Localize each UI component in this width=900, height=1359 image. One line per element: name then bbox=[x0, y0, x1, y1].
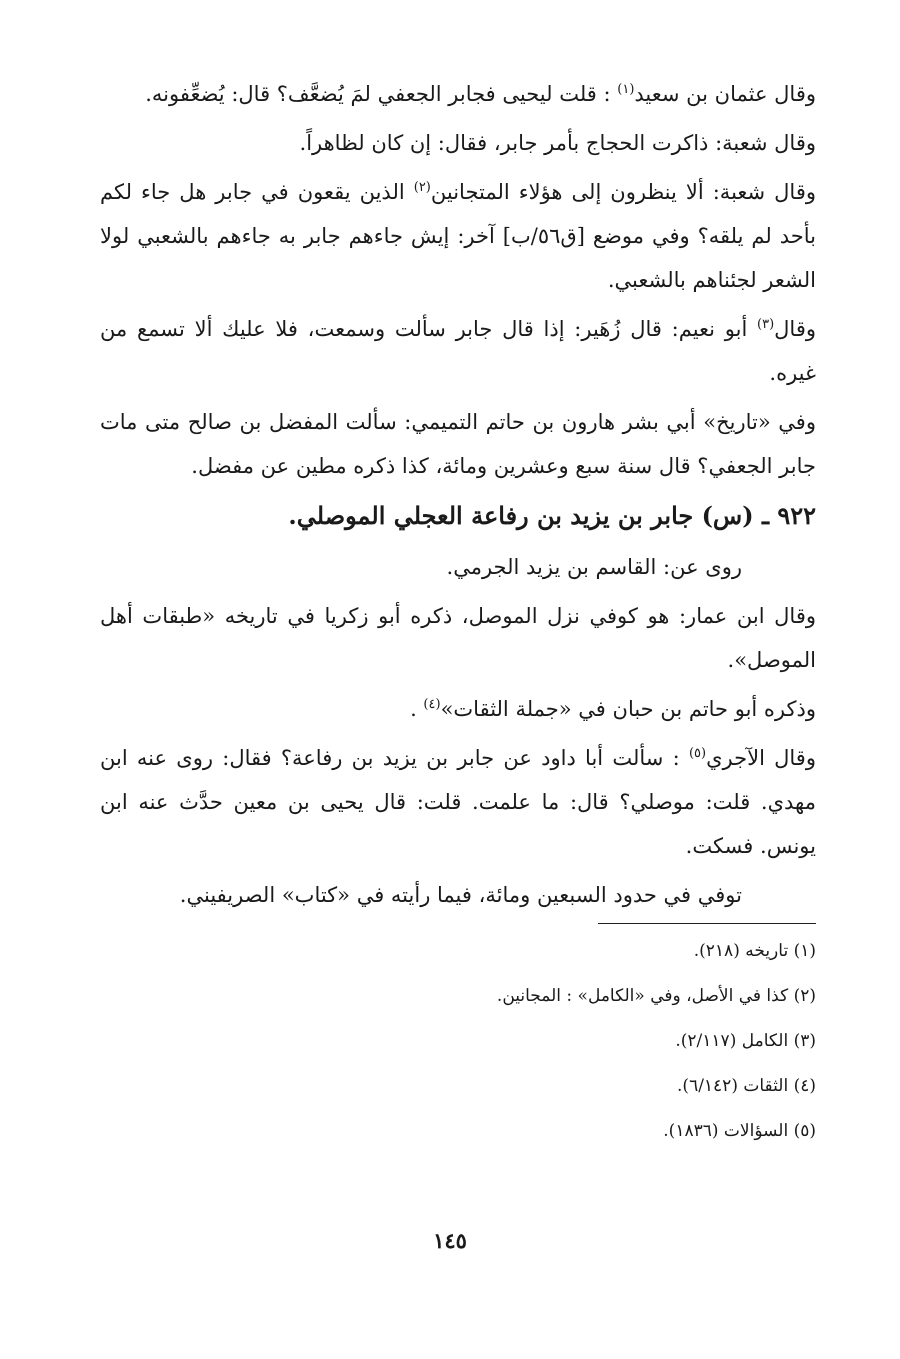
text-segment: وقال الآجري bbox=[706, 746, 816, 770]
text-segment: وقال bbox=[774, 317, 816, 341]
paragraph-uthman bbox=[100, 72, 816, 116]
text-segment: وقال شعبة: ألا ينظرون إلى هؤلاء المتجانين bbox=[430, 180, 816, 204]
text-segment: . bbox=[410, 697, 424, 721]
paragraph-death: توفي في حدود السبعين ومائة، فيما رأيته في «كتاب» الصريفيني. bbox=[179, 883, 742, 907]
text-segment: أبو نعيم: قال زُهَير: إذا قال جابر سألت وسمعت، فلا عليك ألا تسمع من غيره. bbox=[100, 317, 816, 385]
footnote-ref-5[interactable]: (٥) bbox=[688, 746, 707, 761]
paragraph-ibn-hibban bbox=[100, 687, 816, 731]
page-body bbox=[100, 72, 816, 1159]
paragraph-shuba-mutajanin bbox=[100, 170, 816, 302]
footnote-ref-3[interactable]: (٣) bbox=[757, 317, 775, 332]
paragraph-ajurri bbox=[100, 736, 816, 868]
footnote-ref-1[interactable]: (١) bbox=[617, 82, 635, 97]
paragraph-tarikh-abi-bishr: وفي «تاريخ» أبي بشر هارون بن حاتم التميمي: سألت المفضل بن صالح متى مات جابر الجعفي؟ قال سنة سبع وعشرين ومائة، كذا ذكره مطين عن مفضل. bbox=[100, 410, 816, 478]
footnote-1: (١) تاريخه (٢١٨). bbox=[693, 941, 816, 961]
text-segment: وقال عثمان بن سعيد bbox=[634, 82, 816, 106]
footnote-4: (٤) الثقات (٦/١٤٢). bbox=[677, 1076, 816, 1096]
footnote-2: (٢) كذا في الأصل، وفي «الكامل» : المجانين. bbox=[496, 986, 816, 1006]
footnote-divider bbox=[598, 923, 816, 924]
footnote-3: (٣) الكامل (٢/١١٧). bbox=[675, 1031, 816, 1051]
footnotes bbox=[100, 934, 816, 1149]
footnote-5: (٥) السؤالات (١٨٣٦). bbox=[663, 1121, 816, 1141]
text-segment: : قلت ليحيى فجابر الجعفي لمَ يُضعَّف؟ قال: يُضعِّفونه. bbox=[145, 82, 618, 106]
text-segment: وذكره أبو حاتم بن حبان في «جملة الثقات» bbox=[440, 697, 816, 721]
paragraph-shuba-hajjaj: وقال شعبة: ذاكرت الحجاج بأمر جابر، فقال: إن كان لظاهراً. bbox=[299, 131, 816, 155]
page-number: ١٤٥ bbox=[433, 1228, 467, 1253]
paragraph-ibn-ammar: وقال ابن عمار: هو كوفي نزل الموصل، ذكره أبو زكريا في تاريخه «طبقات أهل الموصل». bbox=[100, 604, 816, 672]
entry-heading: ٩٢٢ ـ (س) جابر بن يزيد بن رفاعة العجلي الموصلي. bbox=[288, 501, 816, 530]
footnote-ref-2[interactable]: (٢) bbox=[413, 180, 431, 195]
text-segment: الذين يقعون في جابر هل جاء لكم بأحد لم يلقه؟ وفي موضع [ق٥٦/ب] آخر: إيش جاءهم جابر به جاءهم بالشعبي لولا الشعر لجئناهم بالشعبي. bbox=[100, 180, 816, 292]
text-segment: : سألت أبا داود عن جابر بن يزيد بن رفاعة؟ فقال: روى عنه ابن مهدي. قلت: موصلي؟ قال: ما علمت. قلت: قال يحيى بن معين حدَّث عنه ابن يونس. فسكت. bbox=[100, 746, 816, 858]
paragraph-narrated-from: روى عن: القاسم بن يزيد الجرمي. bbox=[446, 555, 742, 579]
footnote-ref-4[interactable]: (٤) bbox=[423, 697, 441, 712]
paragraph-abu-nuaym bbox=[100, 307, 816, 395]
